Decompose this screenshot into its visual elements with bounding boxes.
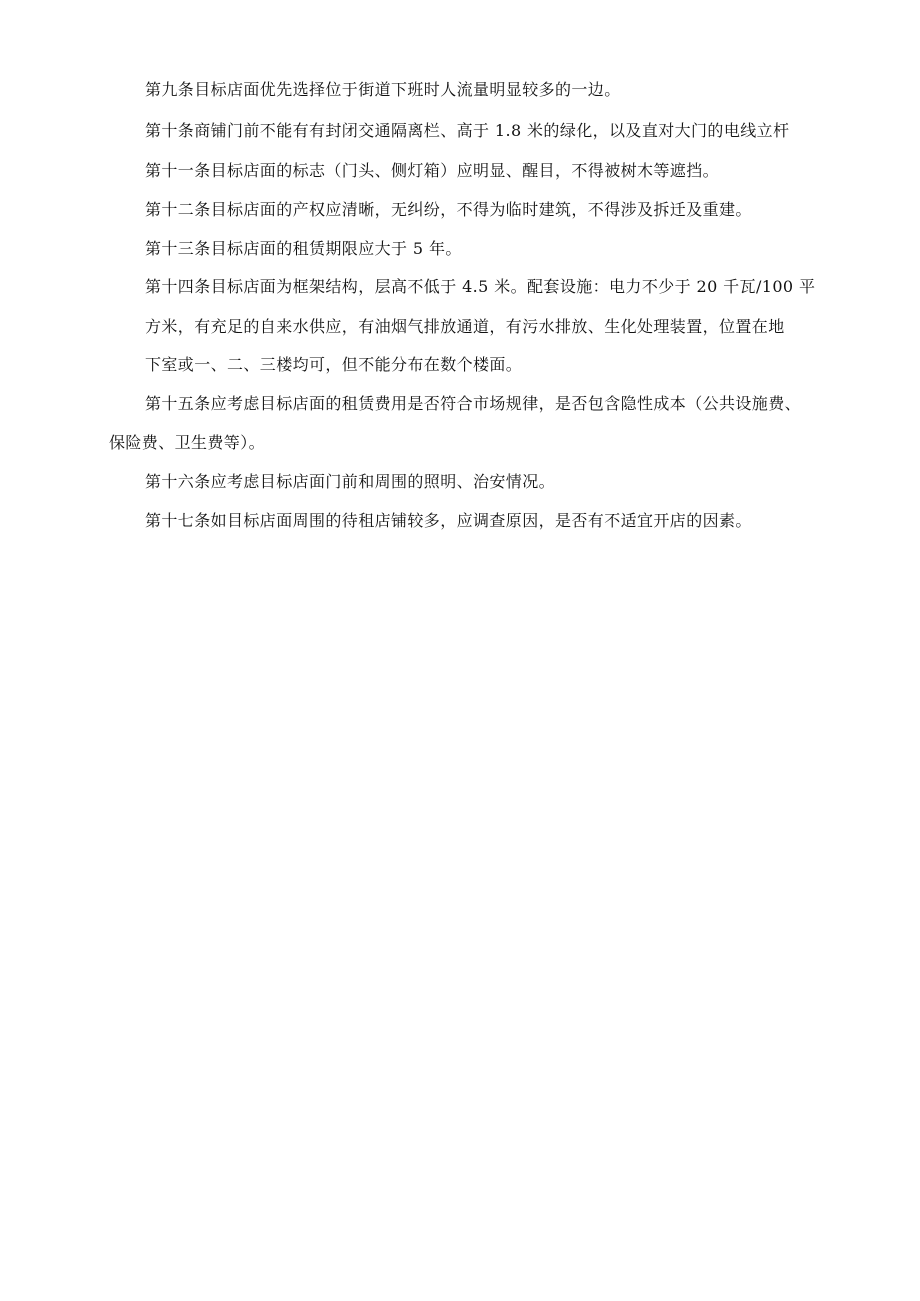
article-11-text: 第十一条目标店面的标志（门头、侧灯箱）应明显、醒目，不得被树木等遮挡。 xyxy=(145,161,720,180)
article-15-line-2: 保险费、卫生费等）。 xyxy=(109,433,266,452)
article-15-line-1: 第十五条应考虑目标店面的租赁费用是否符合市场规律，是否包含隐性成本（公共设施费、 xyxy=(145,394,802,413)
article-14-line-1: 第十四条目标店面为框架结构，层高不低于 4.5 米。配套设施：电力不少于 20 千瓦/100 平 xyxy=(145,277,816,296)
article-9-text: 第九条目标店面优先选择位于街道下班时人流量明显较多的一边。 xyxy=(145,80,621,99)
article-14-line-3: 下室或一、二、三楼均可，但不能分布在数个楼面。 xyxy=(145,355,523,374)
article-14-line-2: 方米，有充足的自来水供应，有油烟气排放通道，有污水排放、生化处理装置，位置在地 xyxy=(145,317,785,336)
article-17-text: 第十七条如目标店面周围的待租店铺较多，应调查原因，是否有不适宜开店的因素。 xyxy=(145,511,752,530)
article-13-text: 第十三条目标店面的租赁期限应大于 5 年。 xyxy=(145,239,462,258)
article-12-text: 第十二条目标店面的产权应清晰，无纠纷，不得为临时建筑，不得涉及拆迁及重建。 xyxy=(145,200,752,219)
article-16-text: 第十六条应考虑目标店面门前和周围的照明、治安情况。 xyxy=(145,472,556,491)
article-10-text: 第十条商铺门前不能有有封闭交通隔离栏、高于 1.8 米的绿化，以及直对大门的电线立杆 xyxy=(145,121,790,140)
